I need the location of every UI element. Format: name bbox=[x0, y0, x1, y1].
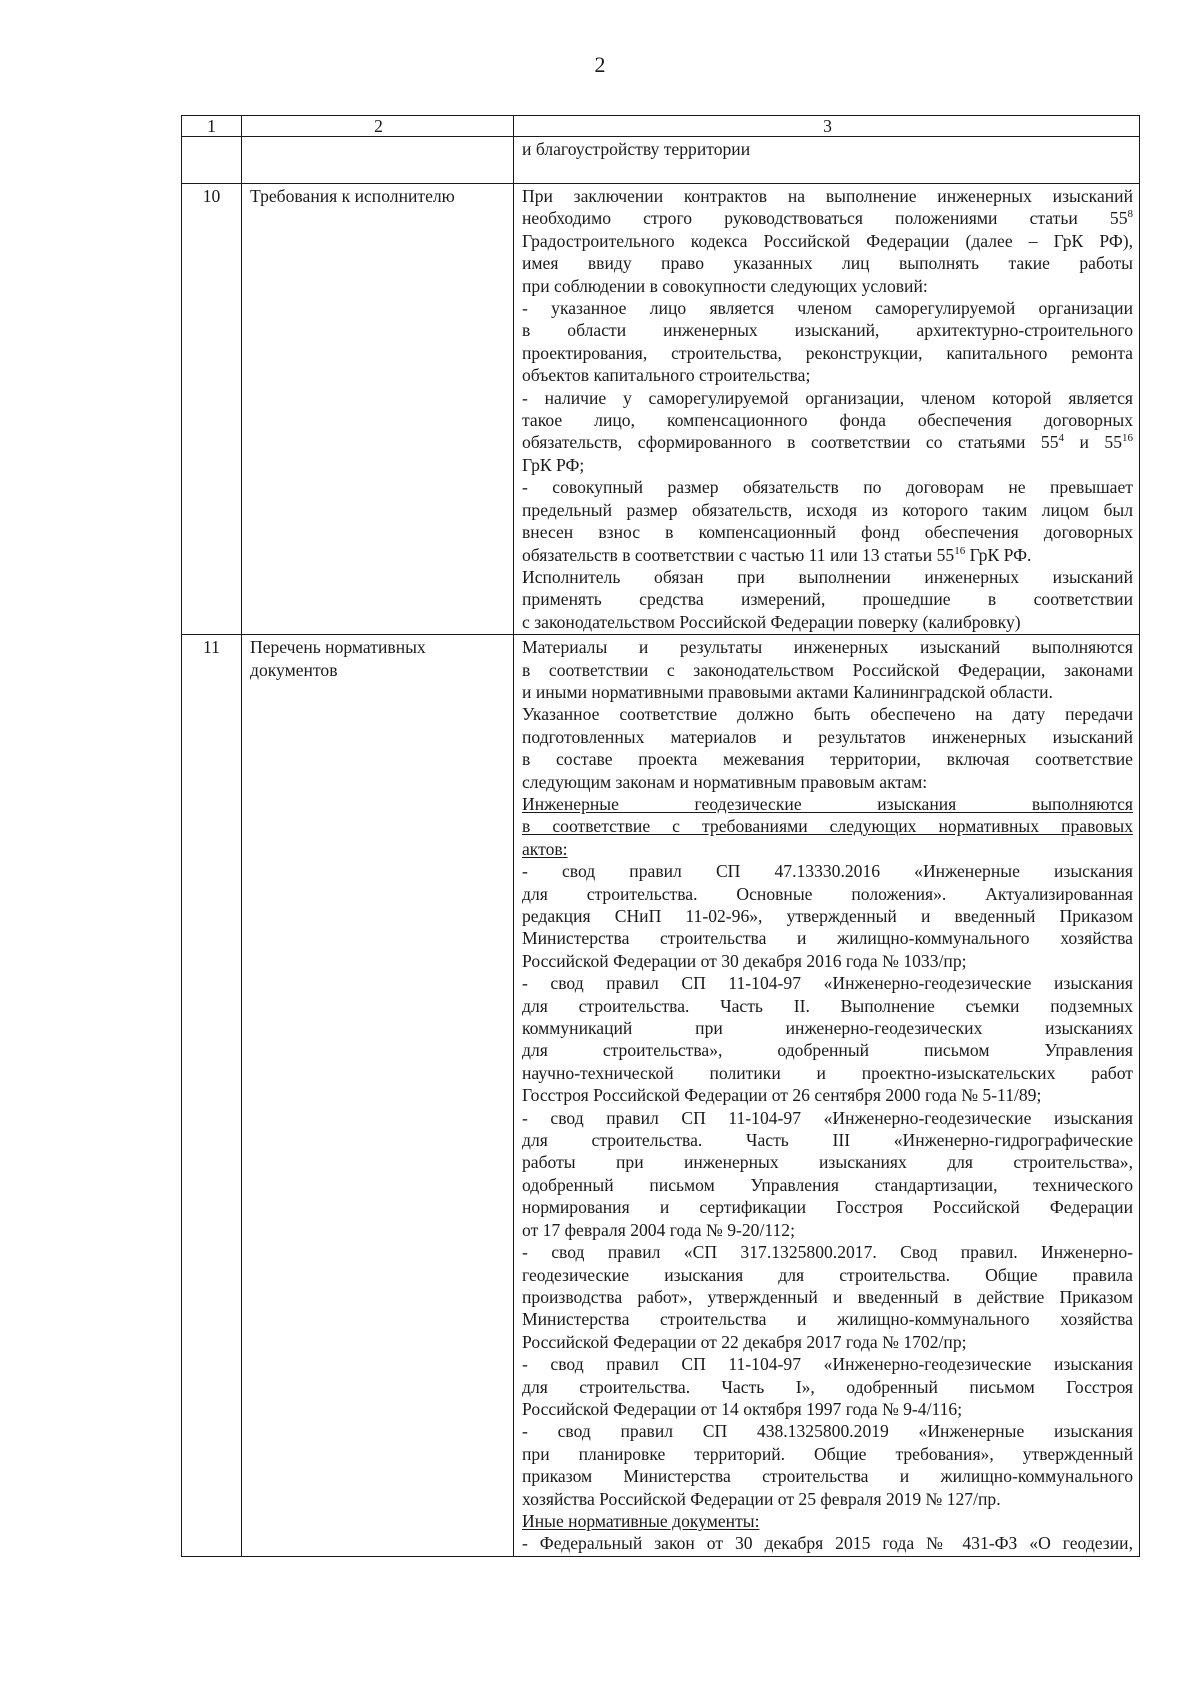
table-row-continuation bbox=[182, 137, 1140, 184]
text-line: Градостроительного кодекса Российской Федерации (далее – ГрК РФ), bbox=[522, 230, 1133, 251]
text-line: Исполнитель обязан при выполнении инженерных изысканий bbox=[522, 566, 1133, 587]
text-line: при соблюдении в совокупности следующих условий: bbox=[522, 275, 928, 296]
table-row-10 bbox=[182, 184, 1140, 635]
row-content-cell bbox=[514, 635, 1140, 1557]
text-line: - свод правил «СП 317.1325800.2017. Свод правил. Инженерно- bbox=[522, 1242, 1133, 1263]
superscript: 8 bbox=[1127, 208, 1133, 221]
requirements-table bbox=[181, 115, 1140, 1557]
text-line: производства работ», утвержденный и введенный в действие Приказом bbox=[522, 1286, 1133, 1307]
text-line: предельный размер обязательств, исходя из которого таким лицом был bbox=[522, 499, 1133, 520]
text-line: приказом Министерства строительства и жилищно-коммунального bbox=[522, 1466, 1133, 1487]
text-line: и благоустройству территории bbox=[522, 139, 751, 159]
text-line: в составе проекта межевания территории, включая соответствие bbox=[522, 749, 1133, 770]
text-line: Министерства строительства и жилищно-коммунального хозяйства bbox=[522, 928, 1133, 949]
text-line: - свод правил СП 11-104-97 «Инженерно-геодезические изыскания bbox=[522, 973, 1133, 994]
row-number-cell: 11 bbox=[182, 635, 242, 1557]
row-title-cell bbox=[242, 635, 514, 1557]
text-line: обязательств в соответствии с частью 11 или 13 статьи $55^{16}$ ГрК РФ. bbox=[522, 544, 1032, 565]
row-content-cell bbox=[514, 137, 1140, 184]
page-number: 2 bbox=[594, 52, 606, 77]
text-line: редакция СНиП 11-02-96», утвержденный и введенный Приказом bbox=[522, 906, 1133, 926]
text-line: следующим законам и нормативным правовым актам: bbox=[522, 771, 928, 792]
text-line: Инженерные геодезические изыскания выполняются bbox=[522, 793, 1133, 814]
table-header-row bbox=[182, 116, 1140, 137]
text-line: нормирования и сертификации Госстроя Российской Федерации bbox=[522, 1197, 1133, 1218]
text-line: такое лицо, компенсационного фонда обеспечения договорных bbox=[522, 410, 1133, 431]
superscript: 4 bbox=[1058, 432, 1064, 445]
row-title-cell: Требования к исполнителю bbox=[242, 184, 514, 635]
text-line: и иными нормативными правовыми актами Калининградской области. bbox=[522, 681, 1053, 702]
text-line: одобренный письмом Управления стандартизации, технического bbox=[522, 1174, 1133, 1195]
text-line: Российской Федерации от 14 октября 1997 года № 9-4/116; bbox=[522, 1398, 963, 1419]
text-line: - свод правил СП 11-104-97 «Инженерно-геодезические изыскания bbox=[522, 1354, 1133, 1375]
text-line: Российской Федерации от 30 декабря 2016 года № 1033/пр; bbox=[522, 950, 967, 971]
text-line: - свод правил СП 11-104-97 «Инженерно-геодезические изыскания bbox=[522, 1107, 1133, 1128]
text-line: Указанное соответствие должно быть обеспечено на дату передачи bbox=[522, 704, 1133, 725]
text-line: Материалы и результаты инженерных изысканий выполняются bbox=[522, 637, 1133, 658]
text-line: геодезические изыскания для строительства. Общие правила bbox=[522, 1264, 1133, 1285]
superscript: 16 bbox=[954, 544, 966, 557]
text-line: внесен взнос в компенсационный фонд обеспечения договорных bbox=[522, 522, 1133, 543]
row-content-cell bbox=[514, 184, 1140, 635]
text-line: - свод правил СП 47.13330.2016 «Инженерные изыскания bbox=[522, 861, 1133, 882]
text-line: проектирования, строительства, реконструкции, капитального ремонта bbox=[522, 342, 1133, 363]
text-line: - указанное лицо является членом саморегулируемой организации bbox=[522, 298, 1133, 319]
text-line: в соответствии с законодательством Российской Федерации, законами bbox=[522, 659, 1133, 680]
text-line: При заключении контрактов на выполнение инженерных изысканий bbox=[522, 186, 1133, 206]
text-line: имея ввиду право указанных лиц выполнять такие работы bbox=[522, 253, 1133, 274]
text-line: актов: bbox=[522, 838, 568, 859]
row-number-cell bbox=[182, 137, 242, 184]
header-col-3: 3 bbox=[514, 116, 1140, 137]
text-line: Госстроя Российской Федерации от 26 сентября 2000 года № 5-11/89; bbox=[522, 1085, 1042, 1106]
text-line: обязательств, сформированного в соответствии со статьями $55^4$ и $55^{16}$ bbox=[522, 432, 1133, 453]
text-line: хозяйства Российской Федерации от 25 февраля 2019 № 127/пр. bbox=[522, 1488, 1001, 1509]
table-row-11 bbox=[182, 635, 1140, 1557]
text-line: необходимо строго руководствоваться положениями статьи $55^8$ bbox=[522, 208, 1133, 229]
superscript: 16 bbox=[1122, 432, 1133, 445]
text-line: Иные нормативные документы: bbox=[522, 1510, 760, 1531]
text-line: применять средства измерений, прошедшие в соответствии bbox=[522, 589, 1133, 610]
header-col-1: 1 bbox=[182, 116, 242, 137]
text-line: - наличие у саморегулируемой организации, членом которой является bbox=[522, 387, 1133, 408]
text-line: работы при инженерных изысканиях для строительства», bbox=[522, 1152, 1133, 1173]
text-line: коммуникаций при инженерно-геодезических изысканиях bbox=[522, 1018, 1133, 1039]
text-line: для строительства. Основные положения». Актуализированная bbox=[522, 883, 1133, 904]
text-line: для строительства. Часть III «Инженерно-гидрографические bbox=[522, 1130, 1133, 1151]
text-line: с законодательством Российской Федерации поверку (калибровку) bbox=[522, 611, 1021, 632]
text-line: Министерства строительства и жилищно-коммунального хозяйства bbox=[522, 1309, 1133, 1330]
text-line: ГрК РФ; bbox=[522, 454, 585, 475]
text-line: - Федеральный закон от 30 декабря 2015 года № 431-ФЗ «О геодезии, bbox=[522, 1533, 1133, 1554]
header-col-2: 2 bbox=[242, 116, 514, 137]
text-line: объектов капитального строительства; bbox=[522, 365, 811, 386]
text-line: - свод правил СП 438.1325800.2019 «Инженерные изыскания bbox=[522, 1421, 1133, 1442]
text-line: для строительства», одобренный письмом Управления bbox=[522, 1040, 1133, 1061]
text-line: - совокупный размер обязательств по договорам не превышает bbox=[522, 477, 1133, 498]
text-line: подготовленных материалов и результатов инженерных изысканий bbox=[522, 726, 1133, 747]
text-line: при планировке территорий. Общие требования», утвержденный bbox=[522, 1443, 1133, 1464]
row-title-cell bbox=[242, 137, 514, 184]
row-number-cell: 10 bbox=[182, 184, 242, 635]
text-line: для строительства. Часть I», одобренный письмом Госстроя bbox=[522, 1376, 1133, 1397]
text-line: в соответствие с требованиями следующих нормативных правовых bbox=[522, 816, 1133, 837]
row-title-line: Перечень нормативных bbox=[250, 637, 426, 658]
text-line: в области инженерных изысканий, архитектурно-строительного bbox=[522, 320, 1133, 341]
text-line: Российской Федерации от 22 декабря 2017 года № 1702/пр; bbox=[522, 1331, 967, 1352]
row-title-line: документов bbox=[250, 659, 338, 680]
text-line: научно-технической политики и проектно-изыскательских работ bbox=[522, 1062, 1133, 1083]
text-line: от 17 февраля 2004 года № 9-20/112; bbox=[522, 1219, 795, 1240]
text-line: для строительства. Часть II. Выполнение съемки подземных bbox=[522, 995, 1133, 1016]
